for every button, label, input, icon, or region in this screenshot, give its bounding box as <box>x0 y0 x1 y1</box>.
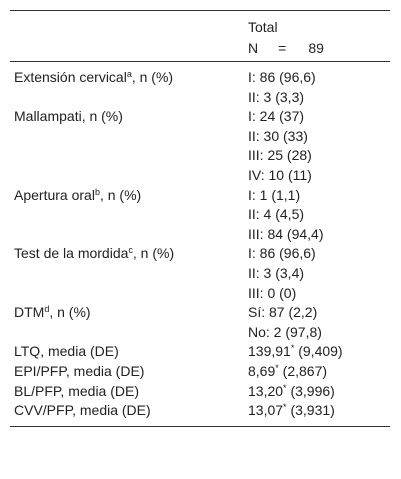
row-label-suffix: , n (%) <box>99 186 142 203</box>
value-sd: (3,931) <box>286 402 335 419</box>
significance-marker: * <box>283 382 287 393</box>
row-value: Sí: 87 (2,2) <box>248 304 318 321</box>
n-value: 89 <box>308 40 324 56</box>
n-label: N <box>248 40 259 56</box>
row-values <box>248 401 390 421</box>
row-values <box>248 68 390 107</box>
table-row <box>10 244 390 303</box>
row-value: No: 2 (97,8) <box>248 323 322 340</box>
value-sd: (2,867) <box>278 362 328 379</box>
footnote-marker: c <box>128 245 133 256</box>
total-column-header: Total <box>248 19 278 35</box>
row-label: Mallampati, n (%) <box>14 108 123 125</box>
sample-size <box>248 40 324 57</box>
table-row <box>10 401 390 421</box>
row-value: IV: 10 (11) <box>248 166 312 183</box>
table-row <box>10 107 390 185</box>
row-value: I: 24 (37) <box>248 108 305 125</box>
row-label: EPI/PFP, media (DE) <box>14 362 145 379</box>
row-label <box>10 303 248 342</box>
row-label-text: Extensión cervical <box>14 69 127 85</box>
value-main: 13,20 <box>248 382 284 399</box>
row-label-suffix: , n (%) <box>49 304 91 321</box>
row-value: II: 30 (33) <box>248 127 308 144</box>
data-table <box>10 10 390 427</box>
row-values <box>248 342 390 362</box>
footnote-marker: b <box>94 186 100 197</box>
table-row <box>10 186 390 245</box>
value-sd: (9,409) <box>294 343 343 360</box>
row-value <box>248 343 343 359</box>
row-label <box>10 186 248 245</box>
value-sd: (3,996) <box>286 382 335 399</box>
row-value <box>248 363 327 379</box>
row-values <box>248 382 390 402</box>
table-row <box>10 382 390 402</box>
row-label <box>10 244 248 303</box>
row-values <box>248 362 390 382</box>
table-row <box>10 362 390 382</box>
footnote-marker: a <box>126 69 132 79</box>
row-values <box>248 107 390 185</box>
row-value <box>248 402 335 418</box>
row-label <box>10 68 248 107</box>
row-value: I: 1 (1,1) <box>248 186 301 203</box>
table-body <box>10 62 390 426</box>
row-value: II: 3 (3,3) <box>248 88 305 105</box>
row-label-suffix: , n (%) <box>131 69 174 85</box>
table-row <box>10 68 390 107</box>
value-main: 13,07 <box>248 402 284 419</box>
row-value: I: 86 (96,6) <box>248 69 316 85</box>
row-value: III: 25 (28) <box>248 147 312 164</box>
row-label-suffix: , n (%) <box>132 245 175 262</box>
row-value: I: 86 (96,6) <box>248 245 316 262</box>
row-value: II: 3 (3,4) <box>248 264 305 281</box>
row-label: CVV/PFP, media (DE) <box>14 402 151 419</box>
row-values <box>248 186 390 245</box>
row-value: III: 84 (94,4) <box>248 225 324 242</box>
value-main: 139,91 <box>248 343 291 360</box>
table-row <box>10 303 390 342</box>
table-row <box>10 342 390 362</box>
significance-marker: * <box>275 362 279 373</box>
value-main: 8,69 <box>248 362 276 379</box>
footnote-marker: d <box>44 304 50 315</box>
row-label-text: Apertura oral <box>14 186 95 203</box>
row-values <box>248 244 390 303</box>
row-value <box>248 383 335 399</box>
row-value: II: 4 (4,5) <box>248 206 305 223</box>
row-label: LTQ, media (DE) <box>14 343 119 360</box>
row-label-text: DTM <box>14 304 45 321</box>
table-header <box>10 11 390 62</box>
row-label-text: Test de la mordida <box>14 245 129 262</box>
n-equals: = <box>278 40 287 56</box>
row-value: III: 0 (0) <box>248 284 297 301</box>
row-values <box>248 303 390 342</box>
row-label: BL/PFP, media (DE) <box>14 382 140 399</box>
significance-marker: * <box>290 343 295 354</box>
significance-marker: * <box>283 402 287 413</box>
